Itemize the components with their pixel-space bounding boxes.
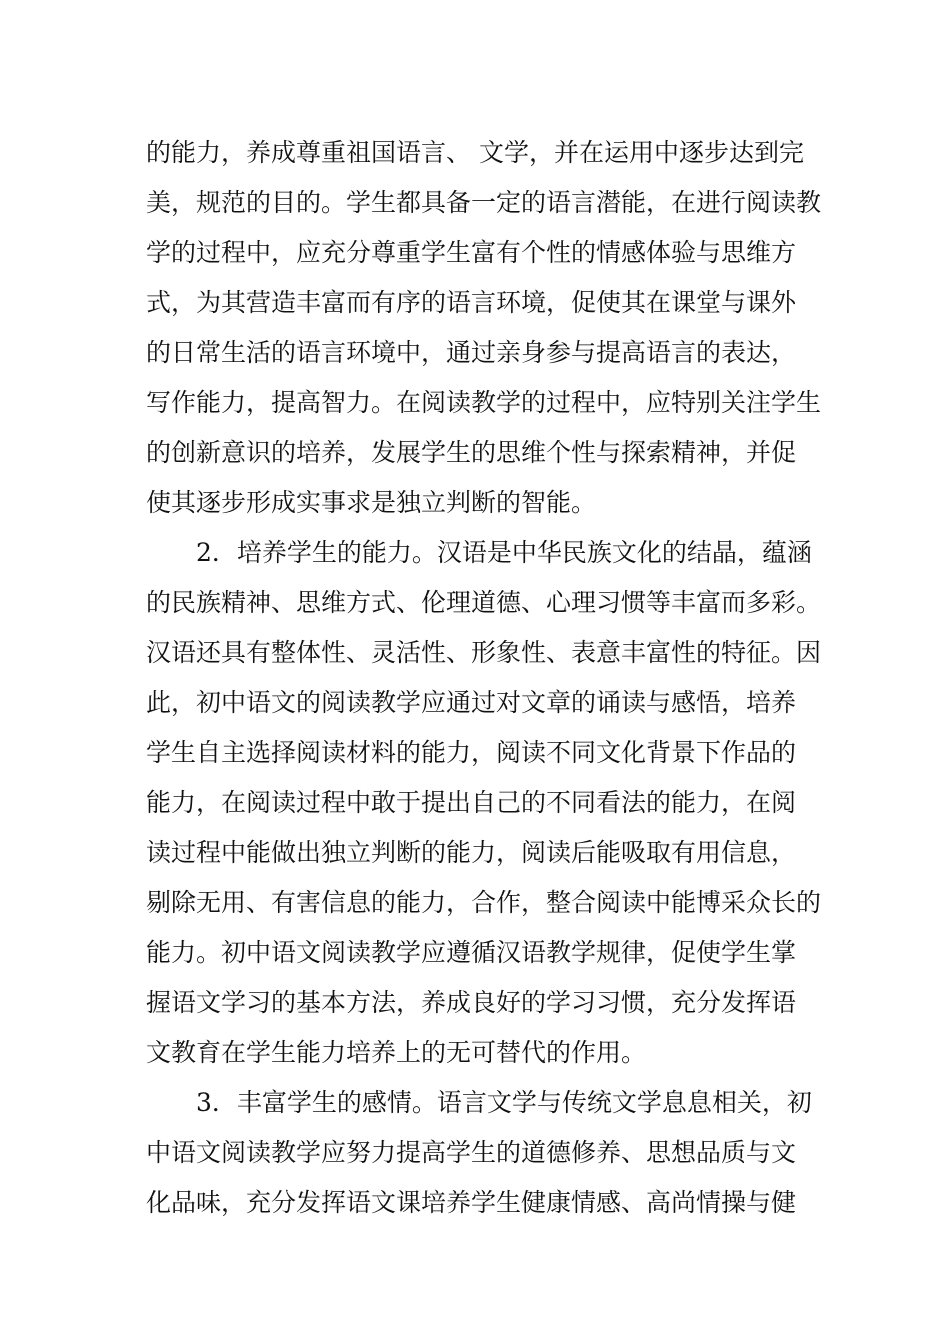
paragraph-line: 能力。初中语文阅读教学应遵循汉语教学规律，促使学生掌 — [146, 938, 797, 967]
paragraph-line: 读过程中能做出独立判断的能力，阅读后能吸取有用信息， — [146, 838, 797, 867]
paragraph-line: 握语文学习的基本方法，养成良好的学习习惯，充分发挥语 — [146, 988, 797, 1017]
paragraph-line: 能力，在阅读过程中敢于提出自己的不同看法的能力，在阅 — [146, 788, 797, 817]
paragraph-line: 的创新意识的培养，发展学生的思维个性与探索精神，并促 — [146, 438, 797, 467]
paragraph-line: 汉语还具有整体性、灵活性、形象性、表意丰富性的特征。因 — [146, 638, 822, 667]
paragraph-line: 的民族精神、思维方式、伦理道德、心理习惯等丰富而多彩。 — [146, 588, 822, 617]
paragraph-3-first-line: 3．丰富学生的感情。语言文学与传统文学息息相关，初 — [196, 1088, 812, 1117]
paragraph-2-first-line: 2．培养学生的能力。汉语是中华民族文化的结晶，蕴涵 — [196, 538, 812, 567]
paragraph-line: 式，为其营造丰富而有序的语言环境，促使其在课堂与课外 — [146, 288, 797, 317]
paragraph-line: 学的过程中，应充分尊重学生富有个性的情感体验与思维方 — [146, 238, 797, 267]
paragraph-line: 的日常生活的语言环境中，通过亲身参与提高语言的表达， — [146, 338, 797, 367]
paragraph-line: 文教育在学生能力培养上的无可替代的作用。 — [146, 1038, 647, 1067]
body-text — [146, 128, 822, 1228]
paragraph-line: 化品味，充分发挥语文课培养学生健康情感、高尚情操与健 — [146, 1188, 797, 1217]
paragraph-line: 的能力，养成尊重祖国语言、 文学，并在运用中逐步达到完 — [146, 138, 804, 167]
paragraph-line: 写作能力，提高智力。在阅读教学的过程中，应特别关注学生 — [146, 388, 822, 417]
paragraph-line: 中语文阅读教学应努力提高学生的道德修养、思想品质与文 — [146, 1138, 797, 1167]
paragraph-line: 此，初中语文的阅读教学应通过对文章的诵读与感悟，培养 — [146, 688, 797, 717]
paragraph-line: 剔除无用、有害信息的能力，合作，整合阅读中能博采众长的 — [146, 888, 822, 917]
paragraph-line: 美，规范的目的。学生都具备一定的语言潜能，在进行阅读教 — [146, 188, 822, 217]
paragraph-line: 使其逐步形成实事求是独立判断的智能。 — [146, 488, 597, 517]
paragraph-line: 学生自主选择阅读材料的能力，阅读不同文化背景下作品的 — [146, 738, 797, 767]
